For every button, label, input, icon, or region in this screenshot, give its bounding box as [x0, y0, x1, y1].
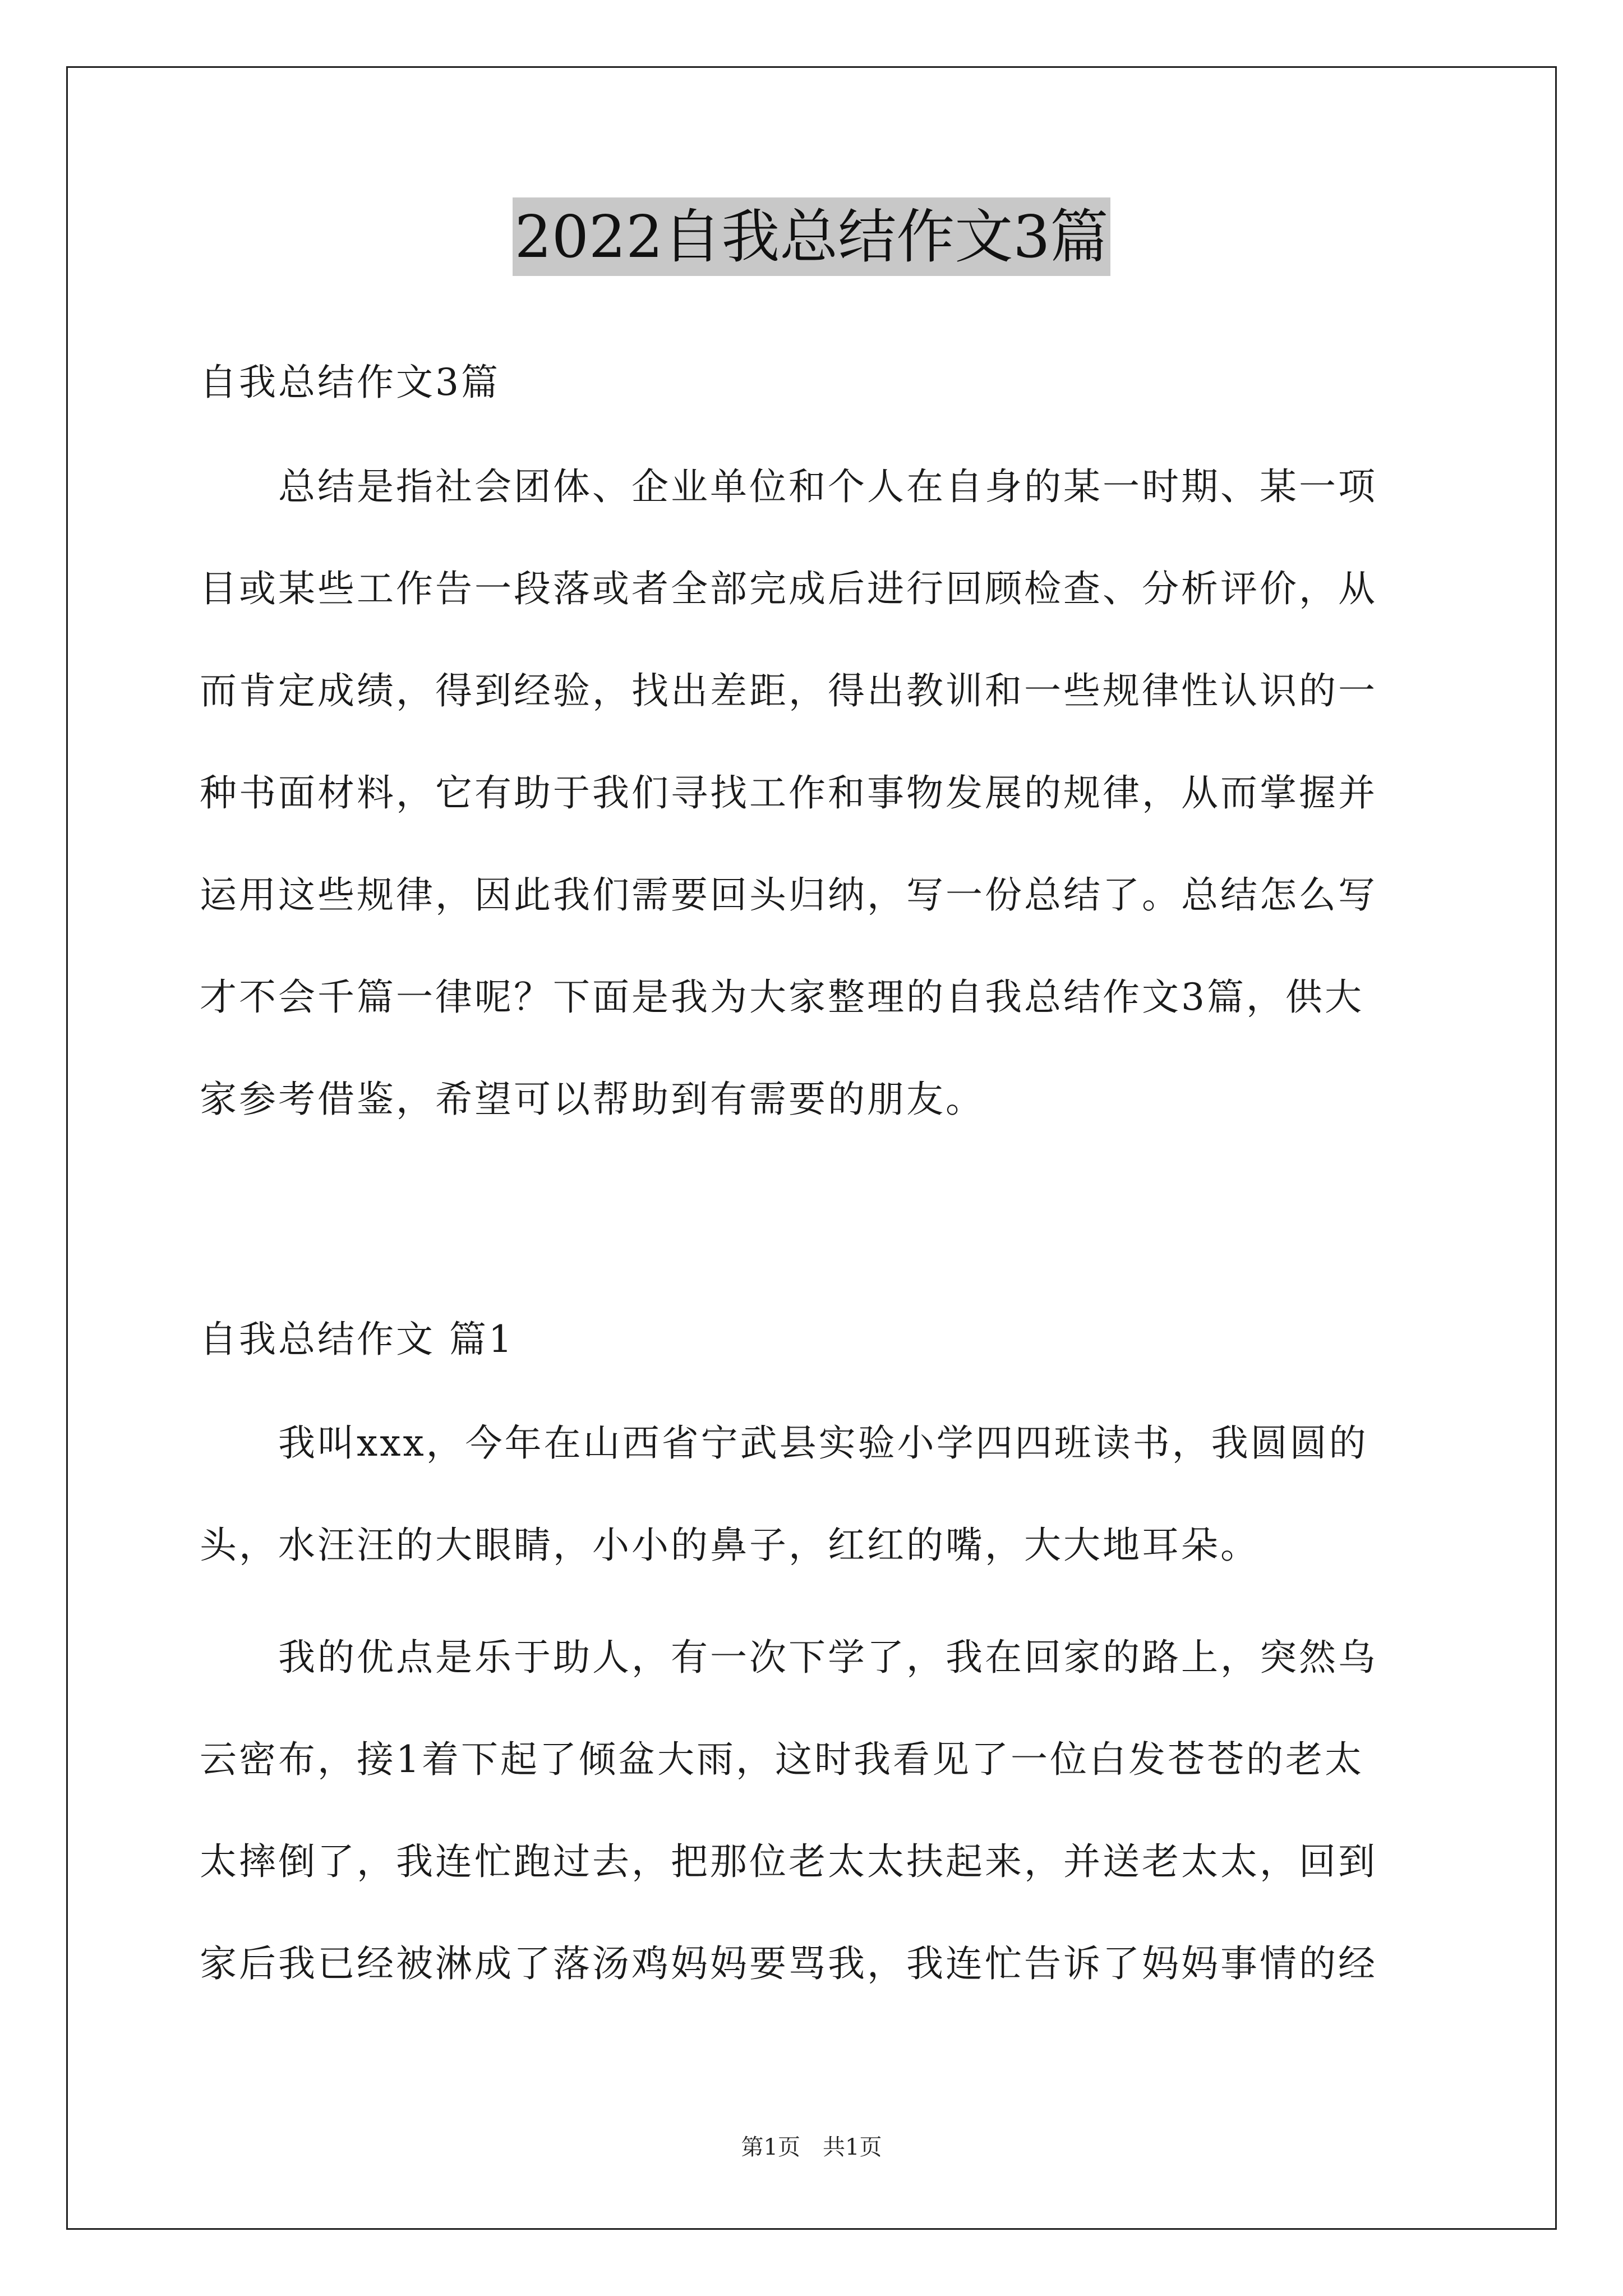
paragraph-line: 头，水汪汪的大眼睛，小小的鼻子，红红的嘴，大大地耳朵。 — [200, 1524, 1260, 1567]
document-subtitle: 自我总结作文3篇 — [200, 361, 500, 404]
intro-paragraph — [200, 436, 1433, 1151]
paragraph-line: 运用这些规律，因此我们需要回头归纳，写一份总结了。总结怎么写 — [200, 873, 1377, 917]
paragraph-line: 我叫xxx，今年在山西省宁武县实验小学四四班读书，我圆圆的 — [200, 1421, 1368, 1465]
section-heading: 自我总结作文 篇1 — [200, 1318, 514, 1361]
paragraph-line: 太摔倒了，我连忙跑过去，把那位老太太扶起来，并送老太太，回到 — [200, 1840, 1377, 1883]
paragraph-line: 我的优点是乐于助人，有一次下学了，我在回家的路上，突然乌 — [200, 1636, 1377, 1679]
paragraph-line: 家参考借鉴，希望可以帮助到有需要的朋友。 — [200, 1078, 985, 1121]
paragraph-line: 种书面材料，它有助于我们寻找工作和事物发展的规律，从而掌握并 — [200, 771, 1377, 815]
paragraph-line: 而肯定成绩，得到经验，找出差距，得出教训和一些规律性认识的一 — [200, 669, 1377, 712]
section-paragraph-2 — [200, 1607, 1433, 2015]
page-footer: 第1页 共1页 — [741, 2134, 882, 2160]
paragraph-line: 目或某些工作告一段落或者全部完成后进行回顾检查、分析评价，从 — [200, 567, 1377, 610]
document-title: 2022自我总结作文3篇 — [513, 197, 1111, 276]
paragraph-line: 总结是指社会团体、企业单位和个人在自身的某一时期、某一项 — [200, 465, 1377, 508]
paragraph-line: 云密布，接1着下起了倾盆大雨，这时我看见了一位白发苍苍的老太 — [200, 1738, 1364, 1781]
title-container — [0, 197, 1623, 276]
paragraph-line: 才不会千篇一律呢？下面是我为大家整理的自我总结作文3篇，供大 — [200, 976, 1364, 1019]
paragraph-line: 家后我已经被淋成了落汤鸡妈妈要骂我，我连忙告诉了妈妈事情的经 — [200, 1942, 1377, 1985]
section-paragraph-1 — [200, 1392, 1433, 1596]
